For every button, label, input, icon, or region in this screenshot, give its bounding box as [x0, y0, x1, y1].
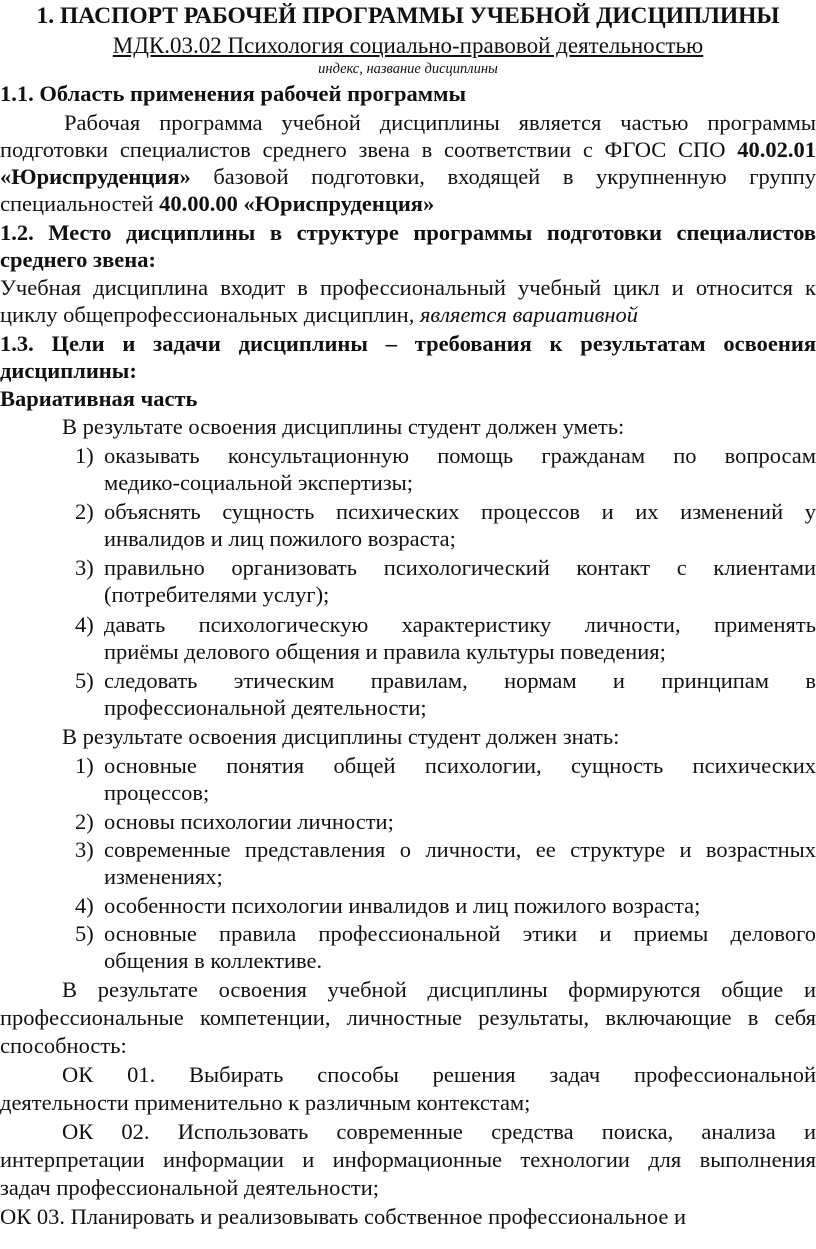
- s12-line1: Учебная дисциплина входит в профессиональный учебный цикл и относится к: [0, 275, 816, 300]
- competences-line2: профессиональные компетенции, личностные результаты, включающие в себя: [0, 1005, 816, 1030]
- ok02-line3: задач профессиональной деятельности;: [0, 1175, 380, 1200]
- skill-1-number: 1): [75, 443, 94, 468]
- ok01-line2: деятельности применительно к различным контекстам;: [0, 1090, 531, 1115]
- s11-line4: специальностей 40.00.00 «Юриспруденция»: [0, 191, 435, 216]
- skill-4-line2: приёмы делового общения и правила культуры поведения;: [104, 639, 666, 664]
- ok02-line1: ОК 02. Использовать современные средства поиска, анализа и: [62, 1119, 816, 1144]
- know-4-line1: особенности психологии инвалидов и лиц пожилого возраста;: [104, 893, 701, 918]
- know-3-line1: современные представления о личности, ее структуре и возрастных: [104, 837, 816, 862]
- skill-1-line1: оказывать консультационную помощь гражданам по вопросам: [104, 443, 816, 468]
- skill-3-line1: правильно организовать психологический контакт с клиентами: [104, 555, 816, 580]
- know-2-line1: основы психологии личности;: [104, 809, 394, 834]
- ok03-line1: ОК 03. Планировать и реализовывать собственное профессиональное и: [0, 1204, 687, 1229]
- know-1-line1: основные понятия общей психологии, сущность психических: [104, 753, 816, 778]
- s11-line2: подготовки специалистов среднего звена в соответствии с ФГОС СПО 40.02.01: [0, 137, 816, 162]
- know-4-number: 4): [75, 893, 94, 918]
- know-5-line2: общения в коллективе.: [104, 948, 323, 973]
- section-1-2-heading: 1.2. Место дисциплины в структуре программы подготовки специалистов: [0, 220, 816, 245]
- skill-2-line2: инвалидов и лиц пожилого возраста;: [104, 526, 456, 551]
- skill-5-line2: профессиональной деятельности;: [104, 695, 427, 720]
- know-2-number: 2): [75, 809, 94, 834]
- skill-3-line2: (потребителями услуг);: [104, 582, 330, 607]
- section-1-1-heading: 1.1. Область применения рабочей программы: [0, 81, 467, 106]
- skill-4-line1: давать психологическую характеристику личности, применять: [104, 612, 816, 637]
- knowledge-intro: В результате освоения дисциплины студент должен знать:: [62, 724, 620, 749]
- section-1-2-heading-cont: среднего звена:: [0, 247, 156, 272]
- discipline-name: МДК.03.02 Психология социально-правовой деятельностью: [112, 33, 704, 58]
- document-title: 1. ПАСПОРТ РАБОЧЕЙ ПРОГРАММЫ УЧЕБНОЙ ДИСЦИПЛИНЫ: [36, 3, 780, 29]
- know-5-number: 5): [75, 921, 94, 946]
- skill-5-number: 5): [75, 668, 94, 693]
- skill-3-number: 3): [75, 555, 94, 580]
- know-5-line1: основные правила профессиональной этики и приемы делового: [104, 921, 816, 946]
- variative-part-label: Вариативная часть: [0, 386, 198, 411]
- competences-line1: В результате освоения учебной дисциплины формируются общие и: [62, 977, 816, 1002]
- skill-5-line1: следовать этическим правилам, нормам и принципам в: [104, 668, 816, 693]
- ok01-line1: ОК 01. Выбирать способы решения задач профессиональной: [62, 1062, 816, 1087]
- know-3-number: 3): [75, 837, 94, 862]
- competences-line3: способность:: [0, 1033, 127, 1058]
- skill-2-number: 2): [75, 499, 94, 524]
- skill-2-line1: объяснять сущность психических процессов и их изменений у: [104, 499, 816, 524]
- s11-line1: Рабочая программа учебной дисциплины является частью программы: [64, 110, 816, 135]
- ok02-line2: интерпретации информации и информационные технологии для выполнения: [0, 1147, 816, 1172]
- discipline-caption: индекс, название дисциплины: [318, 61, 498, 77]
- section-1-3-heading: 1.3. Цели и задачи дисциплины – требования к результатам освоения: [0, 331, 816, 356]
- s11-line3: «Юриспруденция» базовой подготовки, входящей в укрупненную группу: [0, 164, 816, 189]
- know-1-line2: процессов;: [104, 780, 210, 805]
- skills-intro: В результате освоения дисциплины студент должен уметь:: [62, 414, 625, 439]
- know-3-line2: изменениях;: [104, 864, 223, 889]
- s12-line2: циклу общепрофессиональных дисциплин, является вариативной: [0, 302, 639, 327]
- know-1-number: 1): [75, 753, 94, 778]
- section-1-3-heading-cont: дисциплины:: [0, 358, 137, 383]
- skill-4-number: 4): [75, 612, 94, 637]
- skill-1-line2: медико-социальной экспертизы;: [104, 470, 414, 495]
